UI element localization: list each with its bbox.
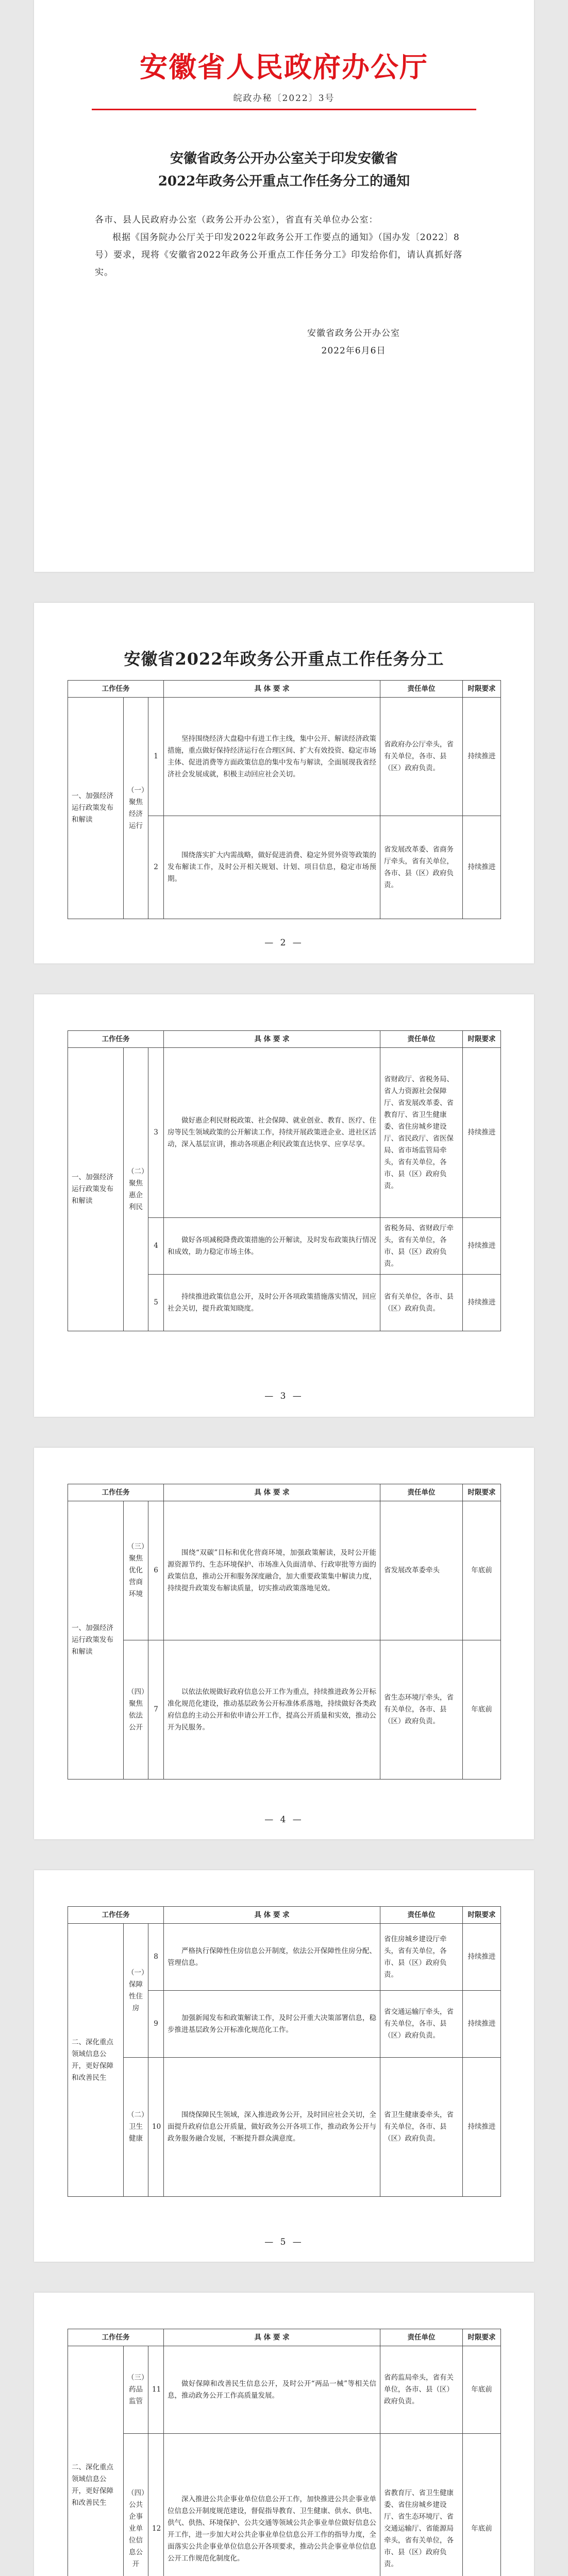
row-number: 3 [148,1048,164,1218]
issue-date: 2022年6月6日 [321,346,386,356]
header-unit: 责任单位 [380,2329,463,2346]
cover-page [34,0,534,572]
row-unit: 省药监局牵头，省有关单位，各市、县（区）政府负责。 [380,2346,463,2434]
header-requirement: 具 体 要 求 [164,1907,380,1924]
row-unit: 省教育厅、省卫生健康委、省住房城乡建设厅、省生态环境厅、省交通运输厅、省能源局牵头，省有关单位，各市、县（区）政府负责。 [380,2434,463,2576]
row-number: 2 [148,816,164,919]
task-table [68,680,501,919]
task-subcategory: （四）聚焦依法公开 [124,1640,148,1780]
row-requirement: 持续推进政策信息公开，及时公开各项政策措施落实情况，回应社会关切，提升政策知晓度。 [164,1275,380,1331]
header-category: 工作任务 [68,1484,164,1501]
red-header: 安徽省人民政府办公厅 [140,50,428,83]
document-number: 皖政办秘〔2022〕3号 [233,93,335,104]
notice-title-line-2: 2022年政务公开重点工作任务分工的通知 [158,174,410,189]
header-unit: 责任单位 [380,1484,463,1501]
row-number: 8 [148,1924,164,1991]
task-subcategory: （二）卫生健康 [124,2058,148,2197]
header-category: 工作任务 [68,2329,164,2346]
task-subcategory: （一）保障性住房 [124,1924,148,2058]
task-table [68,2329,501,2576]
row-unit: 省卫生健康委牵头，省有关单位，各市、县（区）政府负责。 [380,2058,463,2197]
task-subcategory: （三）药品监管 [124,2346,148,2434]
notice-paragraph: 根据《国务院办公厅关于印发2022年政务公开工作要点的通知》（国办发〔2022〕8号）要求，现将《安徽省2022年政务公开重点工作任务分工》印发给你们，请认真抓好落实。 [95,232,463,278]
task-subcategory: （一）聚焦经济运行 [124,698,148,919]
row-requirement: 深入推进公共企事业单位信息公开工作，加快推进公共企事业单位信息公开制度规范建设，督促指导教育、卫生健康、供水、供电、供气、供热、环境保护、公共交通等领域公共企事业单位做好信息公开工作，进一步加大对公共企事业单位信息公开工作的指导力度，全面落实公共企事业单位信息公开各项要求，推动公共企事业单位信息公开工作规范化制度化。 [164,2434,380,2576]
task-table [68,1906,501,2197]
header-time: 时限要求 [463,1484,501,1501]
header-time: 时限要求 [463,2329,501,2346]
row-unit: 省财政厅、省税务局、省人力资源社会保障厅、省发展改革委、省教育厅、省卫生健康委、省住房城乡建设厅、省民政厅、省医保局、省市场监管局牵头，省有关单位，各市、县（区）政府负责。 [380,1048,463,1218]
page-number: — 3 — [264,1391,304,1401]
row-requirement: 做好保障和改善民生信息公开，及时公开“两品一械”等相关信息，推动政务公开工作高质量发展。 [164,2346,380,2434]
row-requirement: 坚持围绕经济大盘稳中有进工作主线，集中公开、解读经济政策措施，重点做好保持经济运行在合理区间、扩大有效投资、稳定市场主体、促进消费等方面政策信息的集中发布与解读，全面展现我省经济社会发展成就，积极主动回应社会关切。 [164,698,380,816]
signature-block [307,325,400,360]
header-requirement: 具 体 要 求 [164,1484,380,1501]
row-number: 11 [148,2346,164,2434]
table-page [34,2293,534,2576]
header-requirement: 具 体 要 求 [164,681,380,698]
header-time: 时限要求 [463,1907,501,1924]
row-time: 持续推进 [463,1991,501,2058]
row-requirement: 围绕落实扩大内需战略，做好促进消费、稳定外贸外资等政策的发布解读工作，及时公开相关规划、计划、项目信息，稳定市场预期。 [164,816,380,919]
row-requirement: 围绕保障民生领域，深入推进政务公开，及时回应社会关切，全面提升政府信息公开质量，做好政务公开各项工作，推动政务公开与政务服务融合发展，不断提升群众满意度。 [164,2058,380,2197]
task-category: 二、深化重点领域信息公开，更好保障和改善民生 [68,1924,124,2197]
header-unit: 责任单位 [380,1031,463,1048]
row-time: 年底前 [463,2346,501,2434]
task-category: 一、加强经济运行政策发布和解读 [68,1048,124,1331]
row-time: 持续推进 [463,2058,501,2197]
page-number: — 4 — [264,1815,304,1825]
row-time: 持续推进 [463,1048,501,1218]
row-number: 6 [148,1501,164,1640]
row-requirement: 做好各项减税降费政策措施的公开解读，及时发布政策执行情况和成效，助力稳定市场主体。 [164,1218,380,1275]
row-unit: 省住房城乡建设厅牵头，省有关单位，各市、县（区）政府负责。 [380,1924,463,1991]
row-unit: 省交通运输厅牵头，省有关单位，各市、县（区）政府负责。 [380,1991,463,2058]
row-unit: 省税务局、省财政厅牵头，省有关单位，各市、县（区）政府负责。 [380,1218,463,1275]
row-unit: 省有关单位，各市、县（区）政府负责。 [380,1275,463,1331]
red-divider [92,109,476,110]
row-number: 12 [148,2434,164,2576]
row-number: 5 [148,1275,164,1331]
row-number: 7 [148,1640,164,1780]
signer: 安徽省政务公开办公室 [307,328,400,338]
page-number: — 5 — [264,2237,304,2247]
task-table [68,1484,501,1780]
task-category: 一、加强经济运行政策发布和解读 [68,1501,124,1780]
table-page [34,603,534,963]
row-time: 年底前 [463,1640,501,1780]
row-requirement: 加强新闻发布和政策解读工作，及时公开重大决策部署信息，稳步推进基层政务公开标准化规范化工作。 [164,1991,380,2058]
notice-title-line-1: 安徽省政务公开办公室关于印发安徽省 [170,151,398,166]
header-category: 工作任务 [68,681,164,698]
task-table [68,1030,501,1331]
header-time: 时限要求 [463,1031,501,1048]
page-number: — 2 — [264,938,304,948]
row-requirement: 以依法依规做好政府信息公开工作为重点，持续推进政务公开标准化规范化建设，推动基层政务公开标准体系落地，持续做好各类政府信息的主动公开和依申请公开工作，提高公开质量和实效，推动公开为民服务。 [164,1640,380,1780]
table-title: 安徽省2022年政务公开重点工作任务分工 [124,649,444,669]
row-time: 持续推进 [463,1924,501,1991]
header-unit: 责任单位 [380,1907,463,1924]
row-unit: 省生态环境厅牵头，省有关单位，各市、县（区）政府负责。 [380,1640,463,1780]
header-time: 时限要求 [463,681,501,698]
row-unit: 省发展改革委牵头 [380,1501,463,1640]
table-page [34,1448,534,1839]
notice-title [86,147,482,193]
header-requirement: 具 体 要 求 [164,2329,380,2346]
task-subcategory: （四）公共企事业单位信息公开 [124,2434,148,2576]
task-subcategory: （二）聚焦惠企利民 [124,1048,148,1331]
row-time: 持续推进 [463,698,501,816]
row-number: 9 [148,1991,164,2058]
row-time: 年底前 [463,2434,501,2576]
row-number: 1 [148,698,164,816]
header-unit: 责任单位 [380,681,463,698]
row-time: 持续推进 [463,816,501,919]
row-time: 持续推进 [463,1218,501,1275]
row-requirement: 围绕“双碳”目标和优化营商环境，加强政策解读，及时公开能源资源节约、生态环境保护、市场准入负面清单、行政审批等方面的政策信息，推动公开和服务深度融合，加大重要政策集中解读力度，持续提升政策发布解读质量，切实推动政策落地见效。 [164,1501,380,1640]
notice-body [95,211,473,281]
table-page [34,1870,534,2262]
header-category: 工作任务 [68,1907,164,1924]
task-subcategory: （三）聚焦优化营商环境 [124,1501,148,1640]
row-unit: 省政府办公厅牵头，省有关单位，各市、县（区）政府负责。 [380,698,463,816]
header-category: 工作任务 [68,1031,164,1048]
row-number: 4 [148,1218,164,1275]
addressee: 各市、县人民政府办公室（政务公开办公室），省直有关单位办公室： [95,215,378,225]
row-requirement: 严格执行保障性住房信息公开制度，依法公开保障性住房分配、管理信息。 [164,1924,380,1991]
row-time: 持续推进 [463,1275,501,1331]
table-page [34,994,534,1417]
task-category: 一、加强经济运行政策发布和解读 [68,698,124,919]
row-unit: 省发展改革委、省商务厅牵头，省有关单位，各市、县（区）政府负责。 [380,816,463,919]
task-category: 二、深化重点领域信息公开，更好保障和改善民生 [68,2346,124,2576]
header-requirement: 具 体 要 求 [164,1031,380,1048]
row-number: 10 [148,2058,164,2197]
row-time: 年底前 [463,1501,501,1640]
row-requirement: 做好惠企利民财税政策、社会保障、就业创业、教育、医疗、住房等民生领域政策的公开解读工作，持续开展政策进企业、进社区活动，深入基层宣讲，推动各项惠企利民政策直达快享、应享尽享。 [164,1048,380,1218]
